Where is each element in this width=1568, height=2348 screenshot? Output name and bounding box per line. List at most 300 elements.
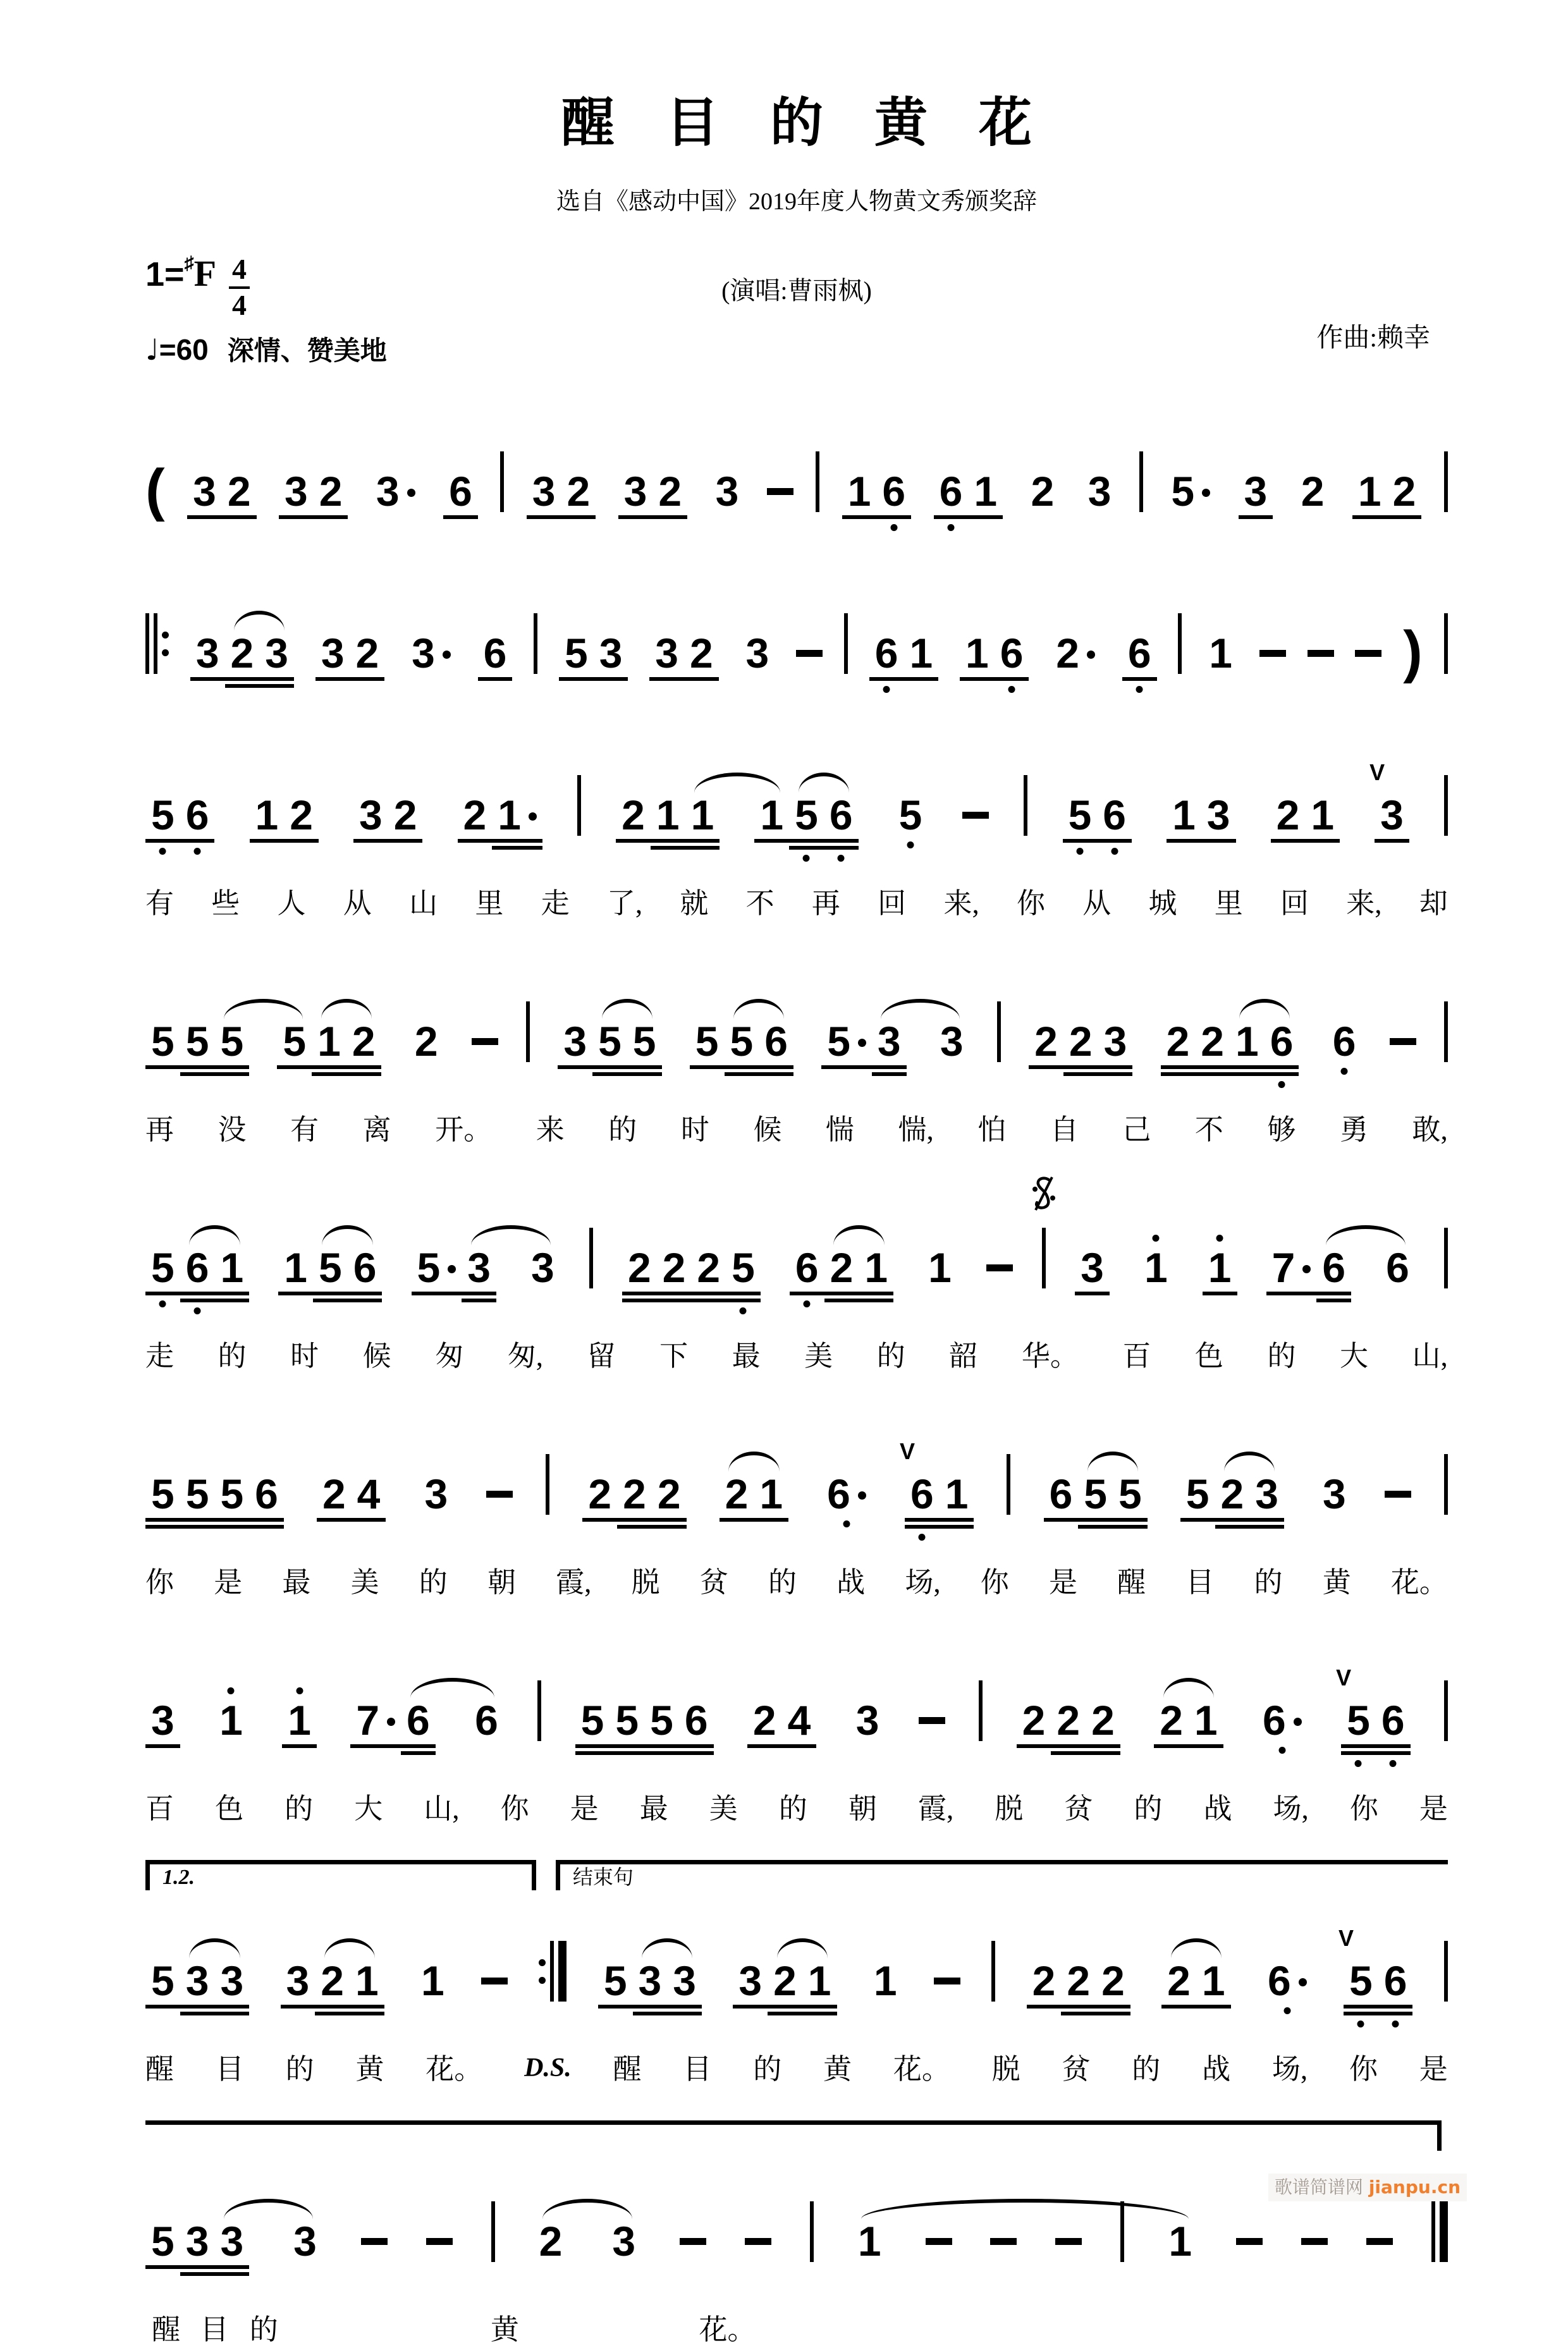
note-digit: 5: [795, 792, 818, 839]
note: [644, 1697, 679, 1744]
underline-beam: [575, 1744, 610, 1748]
low-octave-dot: [843, 1520, 850, 1527]
lyric-syllable: 色: [215, 1793, 244, 1825]
note: [627, 1018, 662, 1065]
note: [592, 1018, 627, 1065]
slur-arc: [602, 999, 652, 1019]
underline-beam: [187, 515, 222, 519]
note-digit: 3: [673, 1957, 696, 2005]
note: [145, 1957, 180, 2005]
note-digit: 3: [220, 1957, 244, 2005]
low-octave-dot: [947, 524, 954, 531]
note: [259, 630, 294, 677]
note: [609, 1697, 644, 1744]
note: [214, 1244, 249, 1292]
note: [350, 630, 385, 677]
lyric-syllable: 候: [753, 1114, 782, 1146]
underline-beam: [284, 839, 319, 843]
note-digit: 2: [567, 468, 591, 515]
note-group: [790, 1244, 893, 1292]
underline-beam: [1051, 1744, 1086, 1748]
note: [315, 1957, 350, 2005]
note: [740, 630, 775, 677]
underline-beam: [180, 1518, 215, 1522]
note-digit: 2: [627, 1244, 651, 1292]
note: [278, 1244, 313, 1292]
note-group: [145, 1957, 249, 2005]
note: [1195, 1018, 1230, 1065]
note: [312, 1018, 346, 1065]
underline-beam: [1375, 839, 1409, 843]
note: [145, 1471, 180, 1518]
underline-beam: [180, 1065, 215, 1069]
underline-beam: [644, 1751, 679, 1755]
underline-beam: [214, 2272, 249, 2276]
note-digit: 3: [1380, 792, 1404, 839]
note-digit: 3: [531, 1244, 554, 1292]
note: [1063, 792, 1098, 839]
note-digit: 3: [1206, 792, 1230, 839]
note-group: [934, 1018, 969, 1065]
note-group: [478, 630, 513, 677]
note-digit: 3: [1103, 1018, 1127, 1065]
low-octave-dot: [1278, 1081, 1285, 1088]
lyric-syllable: 够: [1267, 1114, 1296, 1146]
underline-beam: [249, 1518, 284, 1522]
note: [690, 1018, 725, 1065]
lyric-syllable: 黄: [1322, 1567, 1351, 1599]
note: [1271, 792, 1306, 839]
key-signature: [145, 254, 250, 321]
note-group: [754, 792, 858, 839]
lyric-syllable: 是: [570, 1793, 599, 1825]
note-digit: 1: [857, 2218, 881, 2265]
slur-arc: [322, 1225, 372, 1245]
note: [406, 630, 456, 677]
note: [1196, 1957, 1231, 2005]
note-digit: 3: [745, 630, 769, 677]
note-group: [1352, 468, 1421, 515]
augmentation-dot: [443, 651, 451, 659]
duration-dash: [680, 2238, 706, 2245]
watermark-link[interactable]: jianpu.cn: [1368, 2177, 1461, 2198]
note-group: [1257, 1697, 1308, 1744]
barline: [1139, 451, 1143, 512]
lyric-syllable: 惴,: [898, 1114, 934, 1146]
lyric-syllable: 你: [980, 1567, 1009, 1599]
note-group: [1203, 630, 1238, 677]
note-digit: 2: [1166, 1018, 1190, 1065]
note-digit: 5: [151, 1244, 175, 1292]
note: [214, 1697, 248, 1744]
slur-arc: [471, 1225, 551, 1245]
note-digit: 3: [293, 2218, 317, 2265]
underline-beam: [145, 1292, 180, 1295]
note: [1327, 1018, 1362, 1065]
augmentation-dot: [858, 1491, 866, 1500]
note-digit: 5: [151, 792, 175, 839]
note: [145, 792, 180, 839]
note: [1262, 1957, 1313, 2005]
barline: [1444, 1228, 1448, 1288]
note-digit: 6: [882, 468, 906, 515]
underline-beam: [627, 1065, 662, 1069]
underline-beam: [388, 839, 423, 843]
note: [250, 792, 285, 839]
underline-beam: [558, 1065, 592, 1069]
underline-beam: [1161, 1065, 1196, 1069]
note: [616, 792, 651, 839]
note: [691, 1244, 726, 1292]
note: [214, 1957, 249, 2005]
note-digit: 2: [1056, 630, 1079, 677]
note: [1051, 1697, 1086, 1744]
underline-beam: [1265, 1065, 1299, 1069]
notes-line: [145, 566, 1448, 707]
note-digit: 1: [965, 630, 989, 677]
underline-beam: [1239, 515, 1273, 519]
lyric-syllable: 怕: [977, 1114, 1007, 1146]
underline-beam: [754, 1518, 788, 1522]
note-group: [525, 1244, 560, 1292]
note-group: [1271, 792, 1340, 839]
underline-beam: [478, 677, 513, 681]
underline-beam: [180, 1299, 215, 1302]
note: [1050, 630, 1101, 677]
barline: [500, 451, 504, 512]
barline: [1431, 2201, 1448, 2262]
slur-arc: [189, 1225, 240, 1245]
lyric-syllable: 朝: [848, 1793, 877, 1825]
score-system: [145, 1181, 1448, 1374]
note-group: [214, 1697, 248, 1744]
slur-arc: [799, 773, 849, 793]
underline-beam: [782, 1744, 817, 1748]
note-digit: 6: [185, 1244, 209, 1292]
low-octave-dot: [838, 855, 845, 862]
underline-beam: [1249, 1518, 1284, 1522]
score-system: [145, 1860, 1448, 2088]
lyric-syllable: 黄: [490, 2314, 519, 2346]
note-digit: 5: [185, 1471, 209, 1518]
duration-dash: [1308, 650, 1334, 657]
note-group: [1017, 1697, 1120, 1744]
note: [469, 1697, 504, 1744]
duration-dash: [962, 812, 989, 819]
underline-beam: [1113, 1525, 1148, 1529]
barline: [145, 613, 169, 674]
note-digit: 1: [656, 792, 680, 839]
underline-beam: [1078, 1525, 1113, 1529]
underline-beam: [651, 839, 685, 843]
note-digit: 5: [1084, 1471, 1107, 1518]
note-digit: 5: [603, 1957, 627, 2005]
underline-beam: [180, 2265, 215, 2269]
note-digit: 3: [376, 468, 400, 515]
score-system: [145, 405, 1448, 545]
underline-beam: [281, 2005, 315, 2009]
note: [348, 1244, 383, 1292]
underline-beam: [1061, 2005, 1096, 2009]
underline-beam: [277, 1065, 312, 1069]
note: [279, 468, 314, 515]
note-digit: 5: [615, 1697, 639, 1744]
score-system: [145, 955, 1448, 1148]
note: [281, 1957, 315, 2005]
note-digit: 3: [599, 630, 623, 677]
score: [145, 405, 1448, 2348]
underline-beam: [934, 515, 969, 519]
lyric-syllable: 里: [1214, 888, 1243, 920]
underline-beam: [685, 846, 720, 850]
underline-beam: [350, 2012, 384, 2015]
low-octave-dot: [804, 1300, 811, 1307]
underline-beam: [352, 1518, 386, 1522]
underline-beam: [225, 677, 260, 681]
note: [934, 468, 969, 515]
underline-beam: [1203, 1292, 1237, 1295]
underline-beam: [592, 1065, 627, 1069]
note-group: [1338, 1925, 1412, 2005]
underline-beam: [1378, 2012, 1413, 2015]
note-digit: 6: [255, 1471, 278, 1518]
note-digit: 6: [764, 1018, 788, 1065]
underline-beam: [214, 1518, 249, 1522]
note-digit: 1: [1201, 1957, 1225, 2005]
underline-beam: [905, 1525, 940, 1529]
note: [622, 1244, 657, 1292]
duration-dash: [919, 1717, 945, 1724]
duration-dash: [796, 650, 823, 657]
note-digit: 1: [317, 1018, 341, 1065]
note: [443, 468, 478, 515]
note-digit: 3: [185, 1957, 209, 2005]
lyrics-line: [145, 2052, 1448, 2088]
note: [1352, 468, 1387, 515]
slur-arc: [642, 1938, 692, 1959]
note-digit: 5: [417, 1244, 441, 1292]
underline-beam: [802, 2012, 837, 2015]
note: [145, 1018, 180, 1065]
note-digit: 2: [322, 1471, 346, 1518]
note-digit: 6: [1267, 1957, 1291, 2005]
notes-line: [145, 1634, 1448, 1774]
note-group: [747, 1697, 816, 1744]
note-digit: 3: [220, 2218, 244, 2265]
slur-arc: [861, 2199, 1188, 2219]
underline-beam: [1195, 1065, 1230, 1069]
note-group: [1167, 792, 1235, 839]
slur-arc: [733, 999, 784, 1019]
lyric-syllable: 的: [217, 1340, 247, 1373]
note: [534, 2218, 568, 2265]
note: [214, 1018, 249, 1065]
key-text: 1=♯F: [145, 253, 217, 295]
note-digit: 1: [760, 792, 784, 839]
note-digit: 6: [1386, 1244, 1409, 1292]
low-octave-dot: [1136, 686, 1143, 693]
note: [180, 1957, 215, 2005]
note: [1113, 1471, 1148, 1518]
note-group: [315, 630, 384, 677]
duration-dash: [481, 1978, 508, 1984]
lyrics-line: [145, 1792, 1448, 1827]
underline-beam: [733, 2005, 768, 2009]
note-digit: 6: [1000, 630, 1024, 677]
note: [824, 1244, 859, 1292]
low-octave-dot: [1357, 2021, 1364, 2027]
barline: [1444, 1941, 1448, 2002]
lyric-syllable: 场,: [905, 1567, 941, 1599]
note: [288, 2218, 322, 2265]
underline-beam: [1215, 1518, 1250, 1522]
lyric-syllable: 最: [639, 1793, 668, 1825]
underline-beam: [859, 1292, 893, 1295]
lyric-syllable: 人: [277, 888, 306, 920]
barline: [491, 2201, 495, 2262]
note: [350, 1957, 384, 2005]
note-digit: 3: [193, 468, 216, 515]
note-group: [145, 1471, 284, 1518]
note-digit: 1: [288, 1697, 311, 1744]
note-digit: 2: [1034, 1018, 1058, 1065]
note: [594, 630, 628, 677]
underline-beam: [145, 839, 180, 843]
note-digit: 3: [563, 1018, 587, 1065]
augmentation-dot: [1294, 1718, 1302, 1726]
note-digit: 1: [1235, 1018, 1259, 1065]
note: [679, 1697, 714, 1744]
lyric-syllable: 醒: [1117, 1567, 1146, 1599]
low-octave-dot: [1341, 1068, 1348, 1075]
volta-bracket: [145, 2120, 1442, 2151]
note: [726, 1244, 761, 1292]
lyric-syllable: 黄: [823, 2053, 852, 2086]
note-group: [821, 1018, 906, 1065]
underline-beam: [1271, 839, 1306, 843]
note-group: [1369, 759, 1409, 839]
note-digit: 2: [1057, 1697, 1081, 1744]
note-digit: 6: [449, 468, 472, 515]
lyric-syllable: 目: [683, 2053, 712, 2086]
underline-beam: [869, 677, 904, 681]
underline-beam: [350, 677, 385, 681]
note-digit: 1: [1208, 1244, 1232, 1292]
note-digit: 6: [353, 1244, 377, 1292]
note: [1098, 1018, 1133, 1065]
note-digit: 5: [220, 1471, 244, 1518]
note: [1295, 468, 1330, 515]
underline-beam: [145, 1744, 180, 1748]
underline-beam: [180, 2005, 215, 2009]
lyric-syllable: 走: [541, 888, 570, 920]
note-digit: 1: [945, 1471, 969, 1518]
note: [249, 1471, 284, 1518]
note-group: [1161, 1957, 1230, 2005]
note-digit: 2: [1220, 1471, 1244, 1518]
lyric-syllable: 最: [282, 1567, 311, 1599]
notes-line: [145, 405, 1448, 545]
note: [582, 1471, 617, 1518]
slur-arc: [189, 1938, 240, 1959]
note: [1215, 1471, 1250, 1518]
note: [940, 1471, 974, 1518]
note-digit: 6: [827, 1471, 850, 1518]
slur-arc: [410, 1678, 495, 1698]
note-digit: 1: [690, 792, 714, 839]
slur-arc: [777, 1938, 828, 1959]
note: [1257, 1697, 1308, 1744]
note: [821, 1018, 872, 1065]
note-digit: 2: [290, 792, 313, 839]
lyric-syllable: 脱: [991, 2053, 1020, 2086]
note: [317, 1471, 352, 1518]
low-octave-dot: [194, 1307, 201, 1314]
note: [617, 1471, 652, 1518]
note-group: [710, 468, 745, 515]
underline-beam: [1215, 1525, 1250, 1529]
underline-beam: [145, 2005, 180, 2009]
note-digit: 2: [1392, 468, 1416, 515]
note: [190, 630, 225, 677]
note: [968, 468, 1003, 515]
lyric-syllable: 朝: [487, 1567, 516, 1599]
note-digit: 3: [738, 1957, 763, 2005]
underline-beam: [824, 1299, 859, 1302]
note-group: [534, 2218, 568, 2265]
lyric-syllable: 大: [1340, 1340, 1369, 1373]
underline-beam: [1078, 1518, 1113, 1522]
underline-beam: [685, 839, 720, 843]
note-group: [278, 1244, 382, 1292]
quarter-note-icon: ♩: [145, 333, 159, 367]
underline-beam: [492, 846, 542, 850]
note-group: [419, 1471, 453, 1518]
underline-beam: [401, 1751, 436, 1755]
note-digit: 3: [151, 1697, 175, 1744]
note: [1044, 1471, 1079, 1518]
lyric-syllable: 的: [768, 1567, 797, 1599]
note-group: [1336, 1665, 1410, 1744]
underline-beam: [180, 1525, 215, 1529]
underline-beam: [1376, 1744, 1411, 1748]
note-group: [371, 468, 421, 515]
underline-beam: [747, 1744, 782, 1748]
note-group: [145, 1018, 249, 1065]
underline-beam: [214, 1065, 249, 1069]
underline-beam: [905, 1518, 940, 1522]
note-group: [868, 1957, 903, 2005]
note: [1338, 1925, 1378, 2005]
note-digit: 3: [359, 792, 383, 839]
lyric-syllable: 目: [215, 2053, 244, 2086]
note: [869, 630, 904, 677]
low-octave-dot: [1392, 2021, 1399, 2027]
notes-line: [145, 728, 1448, 869]
note-digit: 5: [151, 2218, 175, 2265]
underline-beam: [1341, 1744, 1376, 1748]
underline-beam: [842, 515, 877, 519]
note-group: [622, 1244, 761, 1292]
note-digit: 6: [407, 1697, 430, 1744]
note-digit: 6: [1381, 1697, 1405, 1744]
note-group: [281, 1957, 384, 2005]
slur-arc: [881, 999, 960, 1019]
note-digit: 2: [622, 792, 645, 839]
lyric-syllable: 惴: [825, 1114, 854, 1146]
lyric-syllable: 你: [1349, 1793, 1378, 1825]
underline-beam: [312, 1072, 346, 1076]
